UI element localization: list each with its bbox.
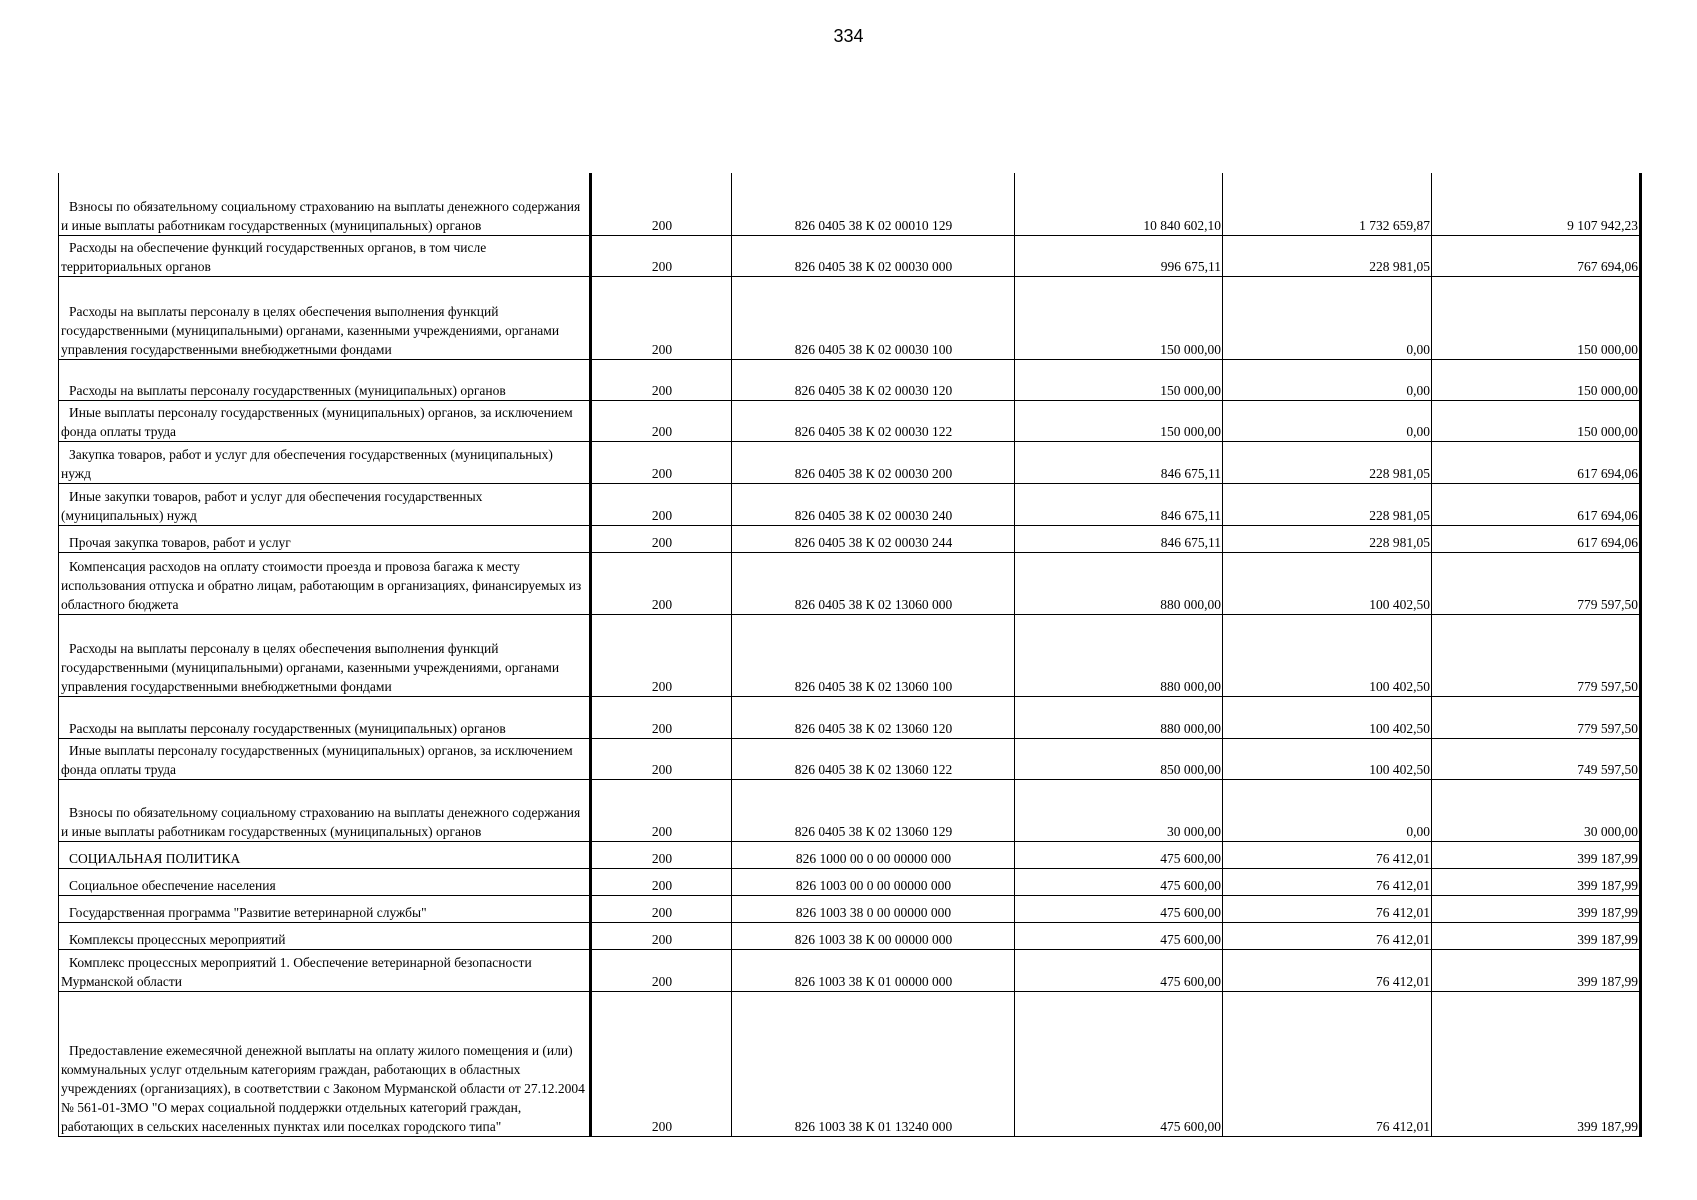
row-line-code-cell: 200: [591, 525, 732, 552]
row-name-cell: Прочая закупка товаров, работ и услуг: [59, 525, 591, 552]
row-name-cell: Социальное обеспечение населения: [59, 868, 591, 895]
row-name-cell: Иные выплаты персоналу государственных (муниципальных) органов, за исключением фонда оплаты труда: [59, 400, 591, 441]
row-name-cell: Расходы на обеспечение функций государственных органов, в том числе территориальных органов: [59, 235, 591, 276]
row-classification-code-cell: 826 0405 38 К 02 13060 120: [732, 696, 1015, 738]
row-name-cell: Иные закупки товаров, работ и услуг для обеспечения государственных (муниципальных) нужд: [59, 483, 591, 525]
row-line-code-cell: 200: [591, 235, 732, 276]
row-name-cell: Расходы на выплаты персоналу государственных (муниципальных) органов: [59, 696, 591, 738]
row-unexecuted-amount-cell: 617 694,06: [1432, 441, 1641, 483]
row-classification-code-cell: 826 0405 38 К 02 00030 244: [732, 525, 1015, 552]
row-executed-amount-cell: 100 402,50: [1223, 738, 1432, 779]
row-unexecuted-amount-cell: 399 187,99: [1432, 991, 1641, 1136]
row-name-cell: Компенсация расходов на оплату стоимости проезда и провоза багажа к месту использования отпуска и обратно лицам, работающим в организациях, финансируемых из областного бюджета: [59, 552, 591, 614]
row-approved-amount-cell: 996 675,11: [1015, 235, 1223, 276]
row-classification-code-cell: 826 1000 00 0 00 00000 000: [732, 841, 1015, 868]
budget-table: [58, 173, 1642, 1137]
row-unexecuted-amount-cell: 617 694,06: [1432, 483, 1641, 525]
row-name-cell: Государственная программа "Развитие ветеринарной службы": [59, 895, 591, 922]
table-row: [59, 949, 1641, 991]
row-line-code-cell: 200: [591, 922, 732, 949]
row-approved-amount-cell: 846 675,11: [1015, 525, 1223, 552]
row-unexecuted-amount-cell: 150 000,00: [1432, 359, 1641, 400]
row-line-code-cell: 200: [591, 868, 732, 895]
row-executed-amount-cell: 76 412,01: [1223, 991, 1432, 1136]
row-executed-amount-cell: 100 402,50: [1223, 696, 1432, 738]
row-name-cell: Расходы на выплаты персоналу государственных (муниципальных) органов: [59, 359, 591, 400]
row-classification-code-cell: 826 0405 38 К 02 00030 200: [732, 441, 1015, 483]
row-name-cell: Предоставление ежемесячной денежной выплаты на оплату жилого помещения и (или) коммунальных услуг отдельным категориям граждан, работающих в областных учреждениях (организациях), в соответствии с Законом Мурманской области от 27.12.2004 № 561-01-ЗМО "О мерах социальной поддержки отдельных категорий граждан, работающих в сельских населенных пунктах или поселках городского типа": [59, 991, 591, 1136]
row-unexecuted-amount-cell: 779 597,50: [1432, 696, 1641, 738]
row-name-cell: Взносы по обязательному социальному страхованию на выплаты денежного содержания и иные выплаты работникам государственных (муниципальных) органов: [59, 779, 591, 841]
row-name-cell: Комплексы процессных мероприятий: [59, 922, 591, 949]
row-unexecuted-amount-cell: 9 107 942,23: [1432, 173, 1641, 235]
row-unexecuted-amount-cell: 399 187,99: [1432, 949, 1641, 991]
row-classification-code-cell: 826 0405 38 К 02 13060 122: [732, 738, 1015, 779]
row-line-code-cell: 200: [591, 173, 732, 235]
row-unexecuted-amount-cell: 399 187,99: [1432, 841, 1641, 868]
row-name-cell: Расходы на выплаты персоналу в целях обеспечения выполнения функций государственными (муниципальными) органами, казенными учреждениями, органами управления государственными внебюджетными фондами: [59, 614, 591, 696]
row-name-cell: СОЦИАЛЬНАЯ ПОЛИТИКА: [59, 841, 591, 868]
row-line-code-cell: 200: [591, 895, 732, 922]
row-executed-amount-cell: 76 412,01: [1223, 841, 1432, 868]
row-approved-amount-cell: 30 000,00: [1015, 779, 1223, 841]
row-executed-amount-cell: 100 402,50: [1223, 614, 1432, 696]
row-unexecuted-amount-cell: 150 000,00: [1432, 276, 1641, 359]
row-executed-amount-cell: 0,00: [1223, 276, 1432, 359]
row-name-cell: Комплекс процессных мероприятий 1. Обеспечение ветеринарной безопасности Мурманской области: [59, 949, 591, 991]
row-executed-amount-cell: 228 981,05: [1223, 525, 1432, 552]
row-executed-amount-cell: 228 981,05: [1223, 441, 1432, 483]
row-executed-amount-cell: 1 732 659,87: [1223, 173, 1432, 235]
row-approved-amount-cell: 475 600,00: [1015, 841, 1223, 868]
row-approved-amount-cell: 475 600,00: [1015, 991, 1223, 1136]
table-row: [59, 400, 1641, 441]
row-executed-amount-cell: 100 402,50: [1223, 552, 1432, 614]
row-approved-amount-cell: 10 840 602,10: [1015, 173, 1223, 235]
row-name-cell: Иные выплаты персоналу государственных (муниципальных) органов, за исключением фонда оплаты труда: [59, 738, 591, 779]
row-approved-amount-cell: 846 675,11: [1015, 483, 1223, 525]
row-name-cell: Закупка товаров, работ и услуг для обеспечения государственных (муниципальных) нужд: [59, 441, 591, 483]
row-line-code-cell: 200: [591, 276, 732, 359]
row-line-code-cell: 200: [591, 949, 732, 991]
table-row: [59, 552, 1641, 614]
row-line-code-cell: 200: [591, 841, 732, 868]
row-classification-code-cell: 826 0405 38 К 02 00010 129: [732, 173, 1015, 235]
row-classification-code-cell: 826 1003 38 К 01 00000 000: [732, 949, 1015, 991]
table-row: [59, 441, 1641, 483]
row-executed-amount-cell: 76 412,01: [1223, 868, 1432, 895]
row-approved-amount-cell: 850 000,00: [1015, 738, 1223, 779]
row-classification-code-cell: 826 0405 38 К 02 13060 100: [732, 614, 1015, 696]
table-row: [59, 614, 1641, 696]
table-row: [59, 173, 1641, 235]
row-classification-code-cell: 826 1003 38 К 00 00000 000: [732, 922, 1015, 949]
row-classification-code-cell: 826 0405 38 К 02 00030 100: [732, 276, 1015, 359]
table-row: [59, 359, 1641, 400]
table-row: [59, 483, 1641, 525]
row-classification-code-cell: 826 0405 38 К 02 00030 000: [732, 235, 1015, 276]
row-executed-amount-cell: 0,00: [1223, 779, 1432, 841]
page-number: 334: [833, 26, 864, 46]
row-classification-code-cell: 826 0405 38 К 02 13060 129: [732, 779, 1015, 841]
row-executed-amount-cell: 76 412,01: [1223, 922, 1432, 949]
row-approved-amount-cell: 880 000,00: [1015, 696, 1223, 738]
row-executed-amount-cell: 228 981,05: [1223, 235, 1432, 276]
row-unexecuted-amount-cell: 150 000,00: [1432, 400, 1641, 441]
row-line-code-cell: 200: [591, 614, 732, 696]
row-executed-amount-cell: 0,00: [1223, 359, 1432, 400]
row-executed-amount-cell: 76 412,01: [1223, 895, 1432, 922]
row-executed-amount-cell: 76 412,01: [1223, 949, 1432, 991]
row-approved-amount-cell: 150 000,00: [1015, 276, 1223, 359]
row-approved-amount-cell: 475 600,00: [1015, 922, 1223, 949]
row-name-cell: Взносы по обязательному социальному страхованию на выплаты денежного содержания и иные выплаты работникам государственных (муниципальных) органов: [59, 173, 591, 235]
row-line-code-cell: 200: [591, 359, 732, 400]
row-approved-amount-cell: 880 000,00: [1015, 614, 1223, 696]
row-executed-amount-cell: 0,00: [1223, 400, 1432, 441]
row-unexecuted-amount-cell: 779 597,50: [1432, 552, 1641, 614]
row-unexecuted-amount-cell: 767 694,06: [1432, 235, 1641, 276]
row-classification-code-cell: 826 0405 38 К 02 00030 122: [732, 400, 1015, 441]
table-row: [59, 696, 1641, 738]
row-unexecuted-amount-cell: 617 694,06: [1432, 525, 1641, 552]
row-approved-amount-cell: 846 675,11: [1015, 441, 1223, 483]
row-line-code-cell: 200: [591, 991, 732, 1136]
row-classification-code-cell: 826 0405 38 К 02 13060 000: [732, 552, 1015, 614]
row-line-code-cell: 200: [591, 696, 732, 738]
row-line-code-cell: 200: [591, 779, 732, 841]
row-approved-amount-cell: 475 600,00: [1015, 949, 1223, 991]
row-approved-amount-cell: 150 000,00: [1015, 400, 1223, 441]
table-row: [59, 868, 1641, 895]
row-approved-amount-cell: 150 000,00: [1015, 359, 1223, 400]
row-unexecuted-amount-cell: 399 187,99: [1432, 922, 1641, 949]
row-unexecuted-amount-cell: 399 187,99: [1432, 895, 1641, 922]
row-line-code-cell: 200: [591, 483, 732, 525]
table-row: [59, 779, 1641, 841]
row-line-code-cell: 200: [591, 400, 732, 441]
row-line-code-cell: 200: [591, 738, 732, 779]
row-approved-amount-cell: 880 000,00: [1015, 552, 1223, 614]
table-row: [59, 525, 1641, 552]
row-unexecuted-amount-cell: 30 000,00: [1432, 779, 1641, 841]
row-classification-code-cell: 826 1003 38 0 00 00000 000: [732, 895, 1015, 922]
row-name-cell: Расходы на выплаты персоналу в целях обеспечения выполнения функций государственными (муниципальными) органами, казенными учреждениями, органами управления государственными внебюджетными фондами: [59, 276, 591, 359]
row-unexecuted-amount-cell: 399 187,99: [1432, 868, 1641, 895]
row-classification-code-cell: 826 1003 00 0 00 00000 000: [732, 868, 1015, 895]
table-row: [59, 991, 1641, 1136]
table-row: [59, 841, 1641, 868]
table-row: [59, 922, 1641, 949]
budget-table-body: [59, 173, 1641, 1136]
row-unexecuted-amount-cell: 749 597,50: [1432, 738, 1641, 779]
row-line-code-cell: 200: [591, 441, 732, 483]
row-line-code-cell: 200: [591, 552, 732, 614]
table-row: [59, 276, 1641, 359]
table-row: [59, 895, 1641, 922]
row-executed-amount-cell: 228 981,05: [1223, 483, 1432, 525]
row-approved-amount-cell: 475 600,00: [1015, 895, 1223, 922]
row-unexecuted-amount-cell: 779 597,50: [1432, 614, 1641, 696]
row-classification-code-cell: 826 1003 38 К 01 13240 000: [732, 991, 1015, 1136]
row-classification-code-cell: 826 0405 38 К 02 00030 240: [732, 483, 1015, 525]
table-row: [59, 235, 1641, 276]
row-approved-amount-cell: 475 600,00: [1015, 868, 1223, 895]
row-classification-code-cell: 826 0405 38 К 02 00030 120: [732, 359, 1015, 400]
table-row: [59, 738, 1641, 779]
